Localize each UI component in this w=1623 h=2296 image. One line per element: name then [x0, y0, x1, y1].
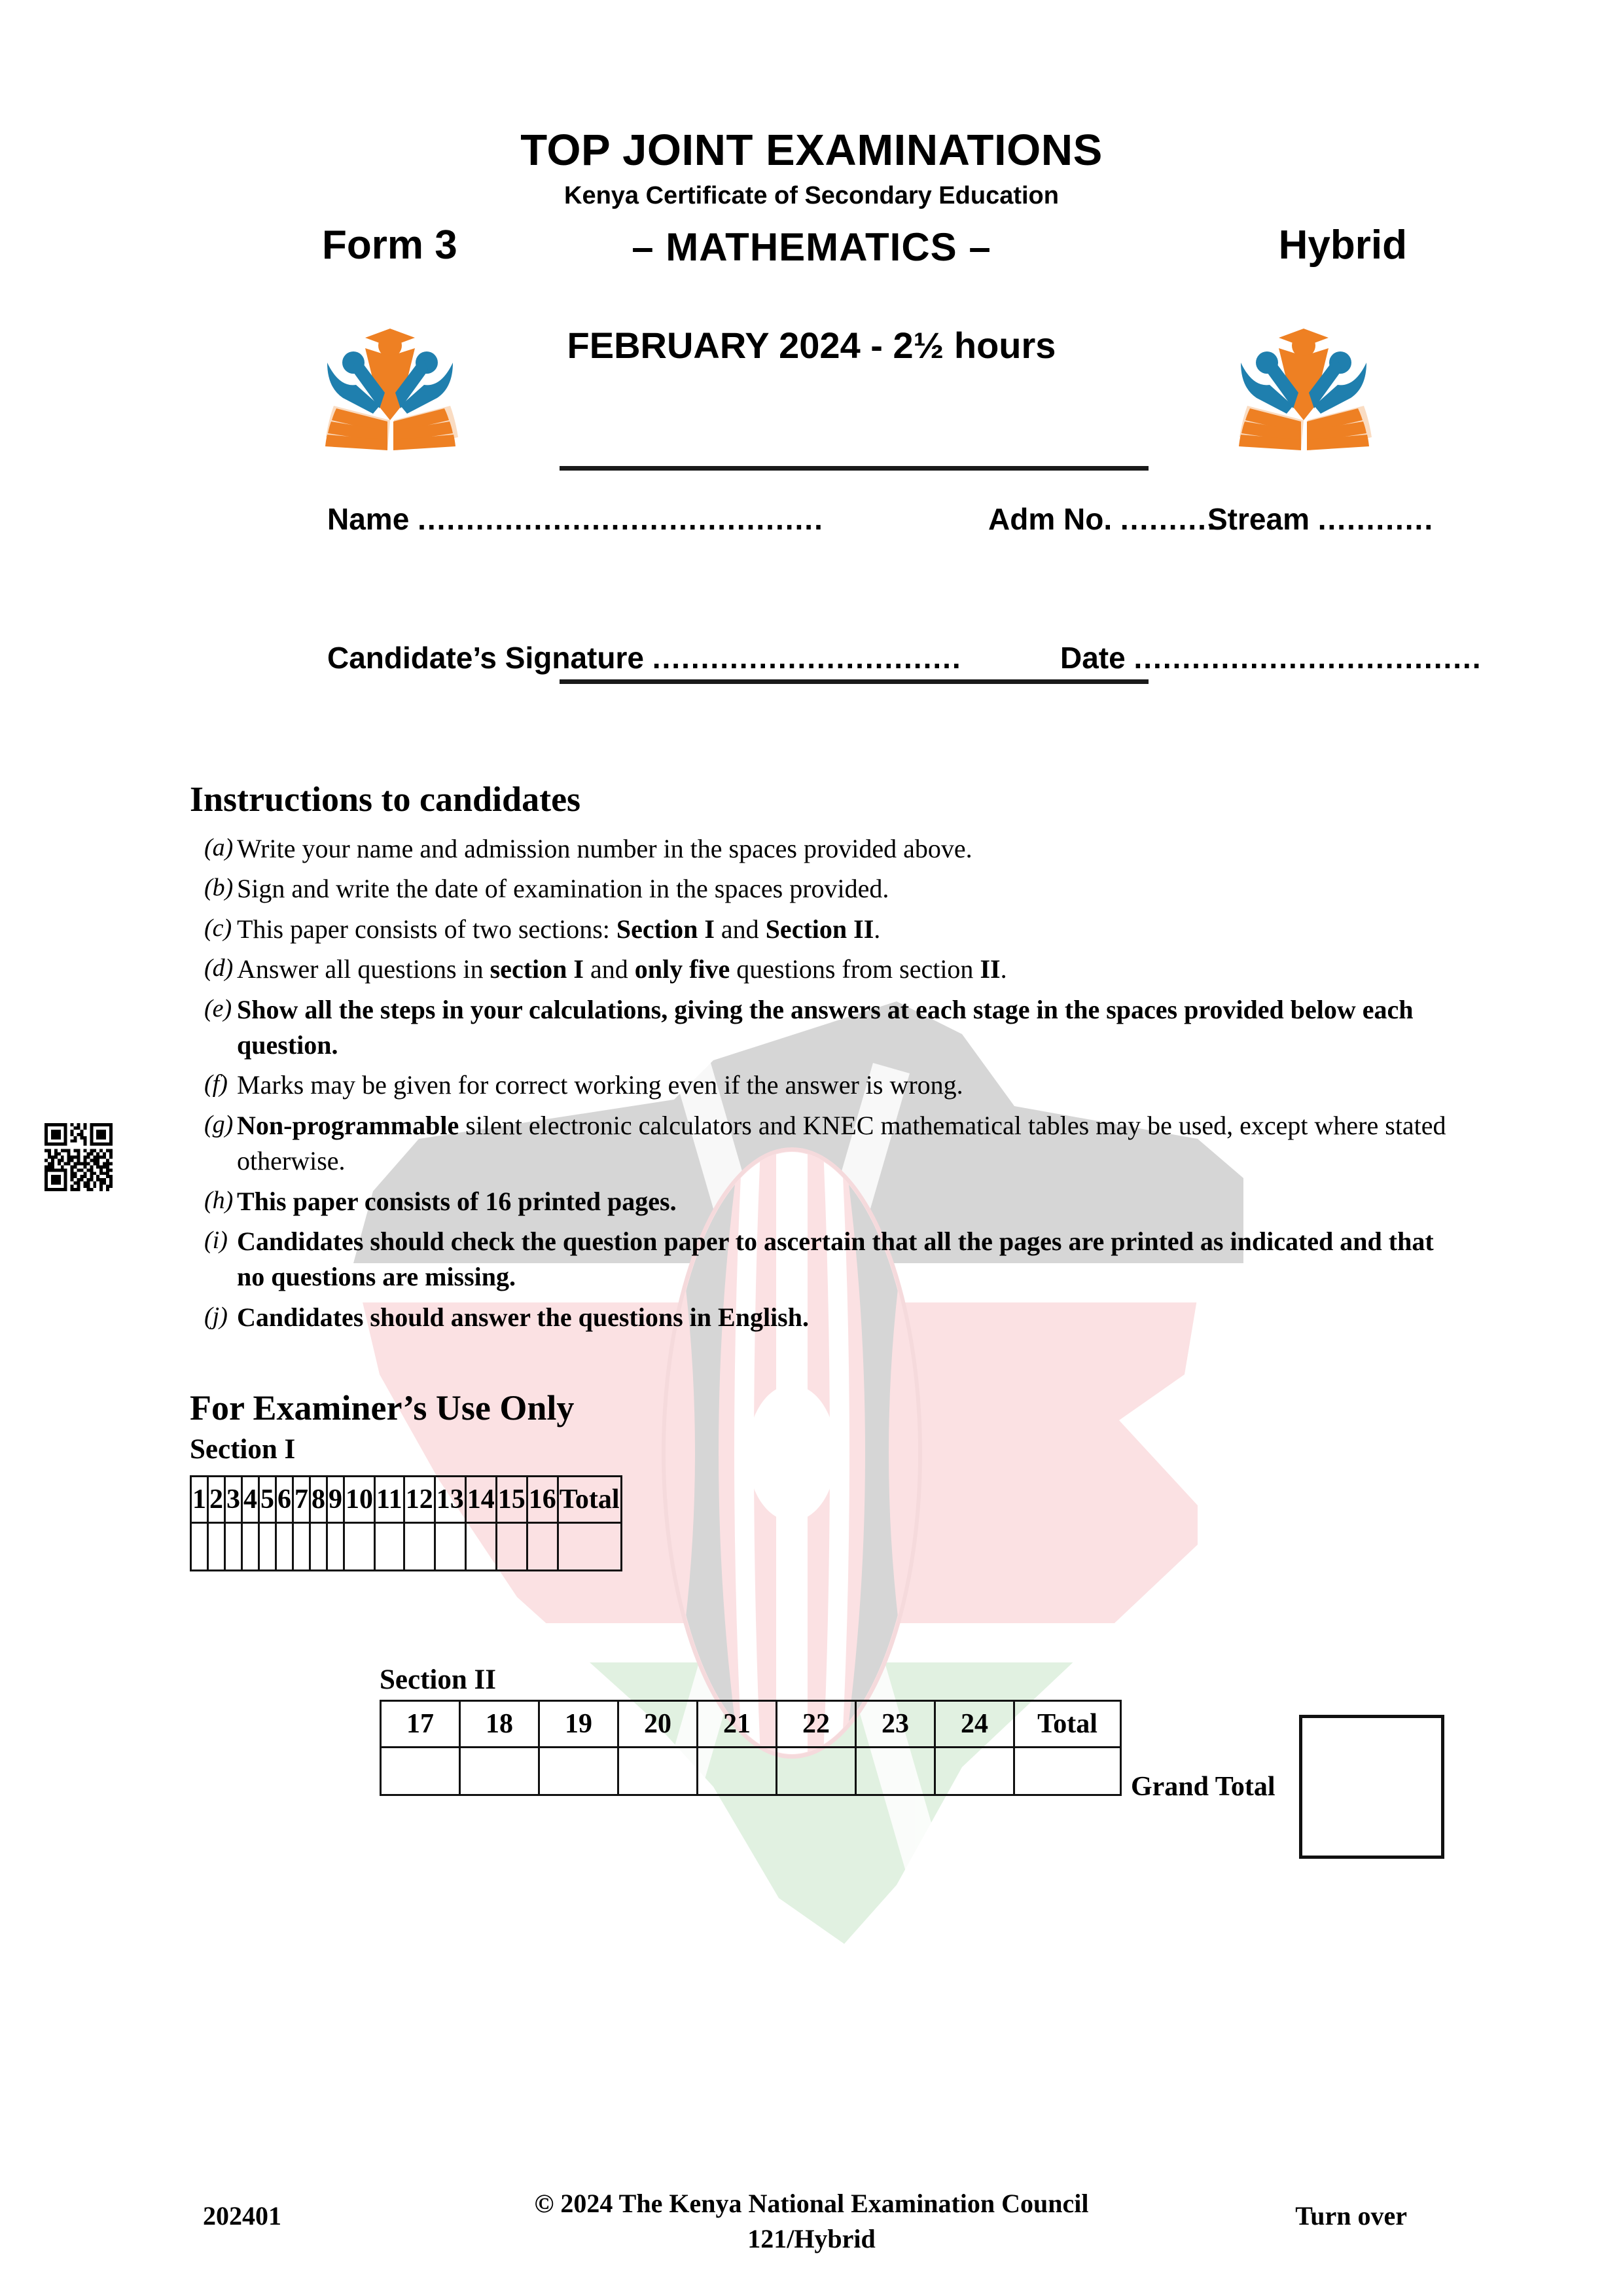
instruction-text: Write your name and admission number in the spaces provided above. [237, 834, 972, 863]
exam-date-duration: FEBRUARY 2024 - 2½ hours [567, 325, 1056, 367]
question-number-cell: 21 [698, 1701, 777, 1748]
question-number-cell: Total [1014, 1701, 1121, 1748]
question-number-cell: 10 [344, 1477, 375, 1523]
question-number-cell: 14 [465, 1477, 496, 1523]
question-number-cell: 2 [208, 1477, 225, 1523]
name-input-dots[interactable]: .......................................... [418, 502, 824, 536]
instruction-marker: (f) [204, 1070, 228, 1098]
instruction-marker: (c) [204, 914, 232, 942]
mark-entry-cell[interactable] [404, 1523, 435, 1571]
mark-entry-cell[interactable] [259, 1523, 276, 1571]
table-header-row [191, 1477, 622, 1523]
section-1-marks-table[interactable] [190, 1475, 622, 1571]
question-number-cell: Total [558, 1477, 621, 1523]
instruction-marker: (b) [204, 874, 234, 902]
instruction-text: Marks may be given for correct working even if the answer is wrong. [237, 1070, 963, 1100]
mark-entry-cell[interactable] [465, 1523, 496, 1571]
mark-entry-cell[interactable] [558, 1523, 621, 1571]
instruction-marker: (a) [204, 834, 234, 861]
mark-entry-cell[interactable] [381, 1748, 460, 1795]
instructions-list [190, 831, 1446, 1335]
mark-entry-cell[interactable] [310, 1523, 327, 1571]
mark-entry-cell[interactable] [327, 1523, 344, 1571]
mark-entry-cell[interactable] [460, 1748, 539, 1795]
mark-entry-cell[interactable] [293, 1523, 310, 1571]
mark-entry-cell[interactable] [1014, 1748, 1121, 1795]
instruction-marker: (h) [204, 1186, 234, 1214]
instruction-text: This paper consists of two sections: Section I and Section II. [237, 914, 881, 944]
section-2-label: Section II [380, 1664, 496, 1695]
instruction-text: Show all the steps in your calculations, giving the answers at each stage in the spaces provided below each question. [237, 994, 1414, 1060]
section-2-block [380, 1664, 1122, 1796]
instruction-item [190, 871, 1446, 906]
instruction-marker: (d) [204, 954, 234, 982]
mark-entry-cell[interactable] [435, 1523, 465, 1571]
question-number-cell: 16 [527, 1477, 558, 1523]
mark-entry-cell[interactable] [208, 1523, 225, 1571]
header-divider-top [560, 466, 1149, 471]
subject-label: – MATHEMATICS – [632, 225, 991, 270]
question-number-cell: 15 [496, 1477, 527, 1523]
instruction-marker: (i) [204, 1226, 228, 1254]
instruction-item [190, 992, 1446, 1064]
candidate-details-block [0, 501, 1623, 675]
date-field[interactable] [1060, 640, 1482, 675]
question-number-cell: 22 [777, 1701, 856, 1748]
mark-entry-cell[interactable] [698, 1748, 777, 1795]
adm-input-dots[interactable]: .......... [1120, 502, 1217, 536]
stream-field[interactable] [1207, 501, 1434, 537]
examiner-use-section [190, 1388, 620, 1515]
school-logo-left-icon [317, 322, 464, 453]
mark-entry-cell[interactable] [618, 1748, 698, 1795]
school-logo-right-icon [1230, 322, 1378, 453]
examiner-use-heading: For Examiner’s Use Only [190, 1388, 575, 1427]
grand-total-box[interactable] [1299, 1715, 1444, 1859]
instruction-text: Non-programmable silent electronic calculators and KNEC mathematical tables may be used, except where stated otherwise. [237, 1110, 1446, 1176]
question-number-cell: 7 [293, 1477, 310, 1523]
exam-header [0, 0, 1623, 367]
mark-entry-cell[interactable] [777, 1748, 856, 1795]
stream-input-dots[interactable]: ............ [1317, 502, 1435, 536]
mark-entry-cell[interactable] [496, 1523, 527, 1571]
instructions-heading: Instructions to candidates [190, 780, 581, 819]
admission-number-field[interactable] [988, 501, 1217, 537]
exam-title: TOP JOINT EXAMINATIONS [520, 126, 1103, 175]
instruction-marker: (e) [204, 994, 232, 1022]
question-number-cell: 9 [327, 1477, 344, 1523]
form-level-label: Form 3 [322, 223, 457, 268]
instruction-marker: (j) [204, 1302, 228, 1330]
signature-label: Candidate’s Signature [327, 641, 644, 675]
question-number-cell: 18 [460, 1701, 539, 1748]
grand-total-block [1131, 1715, 1444, 1859]
adm-label: Adm No. [988, 502, 1113, 536]
mark-entry-cell[interactable] [539, 1748, 618, 1795]
instruction-item [190, 1184, 1446, 1219]
section-1-label: Section I [190, 1434, 296, 1465]
question-number-cell: 8 [310, 1477, 327, 1523]
mark-entry-cell[interactable] [191, 1523, 208, 1571]
mark-entry-cell[interactable] [225, 1523, 242, 1571]
question-number-cell: 23 [856, 1701, 935, 1748]
instruction-item [190, 831, 1446, 867]
question-number-cell: 19 [539, 1701, 618, 1748]
instruction-text: Candidates should check the question paper to ascertain that all the pages are printed as indicated and that no questions are missing. [237, 1226, 1434, 1292]
instruction-item [190, 952, 1446, 987]
instruction-marker: (g) [204, 1110, 234, 1138]
candidate-row-1 [0, 501, 1623, 575]
date-input-dots[interactable]: .................................... [1133, 641, 1482, 675]
question-number-cell: 1 [191, 1477, 208, 1523]
instruction-item [190, 1108, 1446, 1179]
stream-label: Stream [1207, 502, 1310, 536]
mark-entry-cell[interactable] [375, 1523, 404, 1571]
question-number-cell: 3 [225, 1477, 242, 1523]
mark-entry-cell[interactable] [276, 1523, 293, 1571]
qr-code [45, 1123, 113, 1191]
subject-code: 121/Hybrid [747, 2224, 876, 2253]
header-divider-bottom [560, 679, 1149, 684]
question-number-cell: 17 [381, 1701, 460, 1748]
instruction-text: This paper consists of 16 printed pages. [237, 1186, 677, 1216]
question-number-cell: 12 [404, 1477, 435, 1523]
question-number-cell: 4 [242, 1477, 259, 1523]
instruction-text: Candidates should answer the questions in English. [237, 1302, 809, 1332]
copyright-notice: © 2024 The Kenya National Examination Council [534, 2189, 1089, 2218]
instruction-item [190, 1067, 1446, 1103]
mark-entry-cell[interactable] [242, 1523, 259, 1571]
instruction-item [190, 912, 1446, 947]
turn-over-label: Turn over [1295, 2201, 1407, 2231]
question-number-cell: 11 [375, 1477, 404, 1523]
paper-variant-label: Hybrid [1278, 223, 1407, 268]
instruction-text: Answer all questions in section I and only five questions from section II. [237, 954, 1007, 984]
question-number-cell: 5 [259, 1477, 276, 1523]
date-label: Date [1060, 641, 1126, 675]
mark-entry-cell[interactable] [344, 1523, 375, 1571]
mark-entry-cell[interactable] [856, 1748, 935, 1795]
paper-code: 202401 [203, 2201, 281, 2231]
instruction-text: Sign and write the date of examination in the spaces provided. [237, 874, 889, 904]
question-number-cell: 24 [935, 1701, 1014, 1748]
question-number-cell: 13 [435, 1477, 465, 1523]
name-field[interactable] [327, 501, 824, 537]
question-number-cell: 6 [276, 1477, 293, 1523]
grand-total-label: Grand Total [1131, 1772, 1275, 1802]
signature-input-dots[interactable]: ................................ [652, 641, 962, 675]
instruction-item [190, 1300, 1446, 1335]
question-number-cell: 20 [618, 1701, 698, 1748]
instruction-item [190, 1224, 1446, 1295]
mark-entry-cell[interactable] [527, 1523, 558, 1571]
instructions-section [190, 779, 1446, 1340]
signature-field[interactable] [327, 640, 962, 675]
name-label: Name [327, 502, 410, 536]
table-header-row [381, 1701, 1121, 1748]
exam-subtitle: Kenya Certificate of Secondary Education [564, 182, 1059, 210]
table-row[interactable] [381, 1748, 1121, 1795]
mark-entry-cell[interactable] [935, 1748, 1014, 1795]
subject-row [0, 222, 1623, 294]
table-row[interactable] [191, 1523, 622, 1571]
candidate-row-2 [0, 575, 1623, 675]
section-2-marks-table[interactable] [380, 1700, 1122, 1796]
